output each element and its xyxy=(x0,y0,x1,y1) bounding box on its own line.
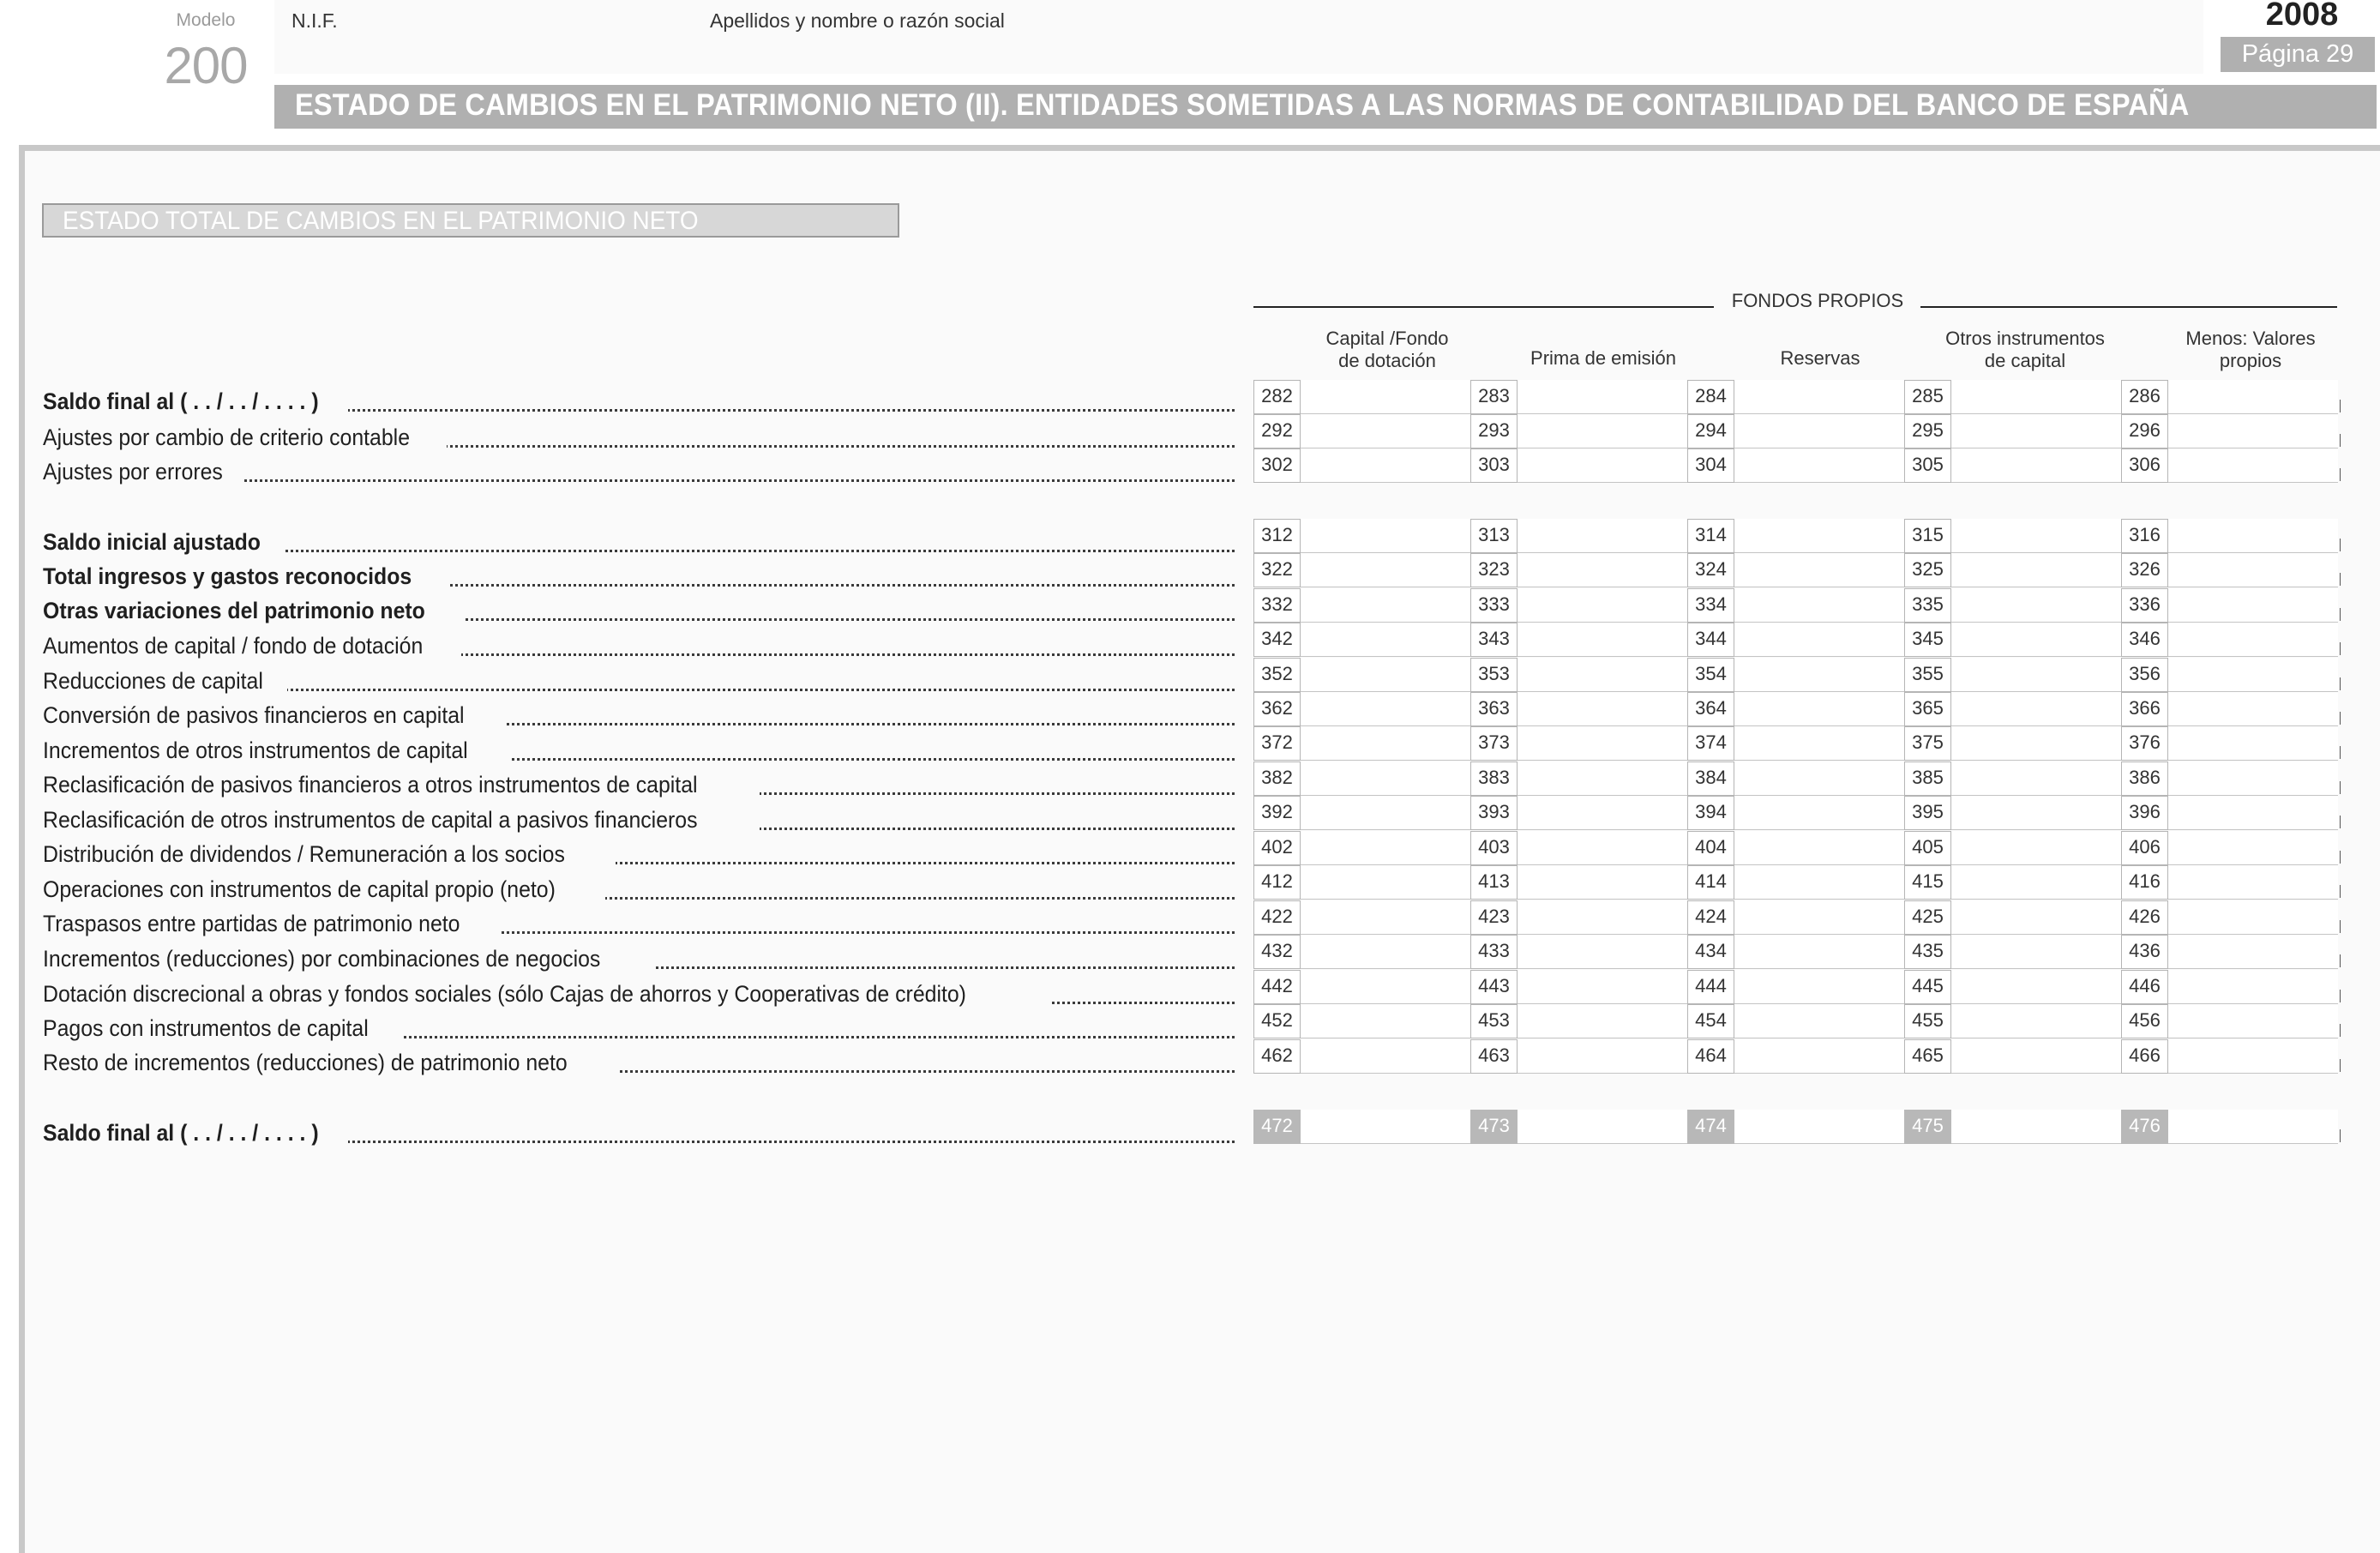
amount-field[interactable] xyxy=(1951,414,2121,448)
row-label-saldo-final-cierre: Saldo final al ( . . / . . / . . . . ) xyxy=(43,1120,1235,1147)
column-header-line2: Reservas xyxy=(1780,347,1860,369)
column-header-line2: de dotación xyxy=(1338,350,1436,371)
row-label-reclasificacion-pasivos: Reclasificación de pasivos financieros a otros instrumentos de capital xyxy=(43,772,1235,799)
box-code: 403 xyxy=(1470,831,1518,865)
decimal-tick xyxy=(2340,746,2341,759)
amount-field[interactable] xyxy=(1301,726,1470,761)
amount-field[interactable] xyxy=(1301,448,1470,483)
box-code: 423 xyxy=(1470,900,1518,935)
box-code: 363 xyxy=(1470,692,1518,726)
amount-field[interactable] xyxy=(1518,970,1687,1004)
box-code: 364 xyxy=(1687,692,1734,726)
box-code: 294 xyxy=(1687,414,1734,448)
box-code: 472 xyxy=(1253,1110,1301,1144)
amount-field[interactable] xyxy=(1518,414,1687,448)
amount-field[interactable] xyxy=(1518,1004,1687,1038)
box-code: 303 xyxy=(1470,448,1518,483)
amount-field[interactable] xyxy=(1951,519,2121,553)
row-label-otras-variaciones: Otras variaciones del patrimonio neto xyxy=(43,598,1235,625)
row-label-ajustes-criterio: Ajustes por cambio de criterio contable xyxy=(43,424,1235,452)
amount-field[interactable] xyxy=(1301,796,1470,830)
amount-field[interactable] xyxy=(1951,831,2121,865)
box-code: 384 xyxy=(1687,761,1734,796)
amount-field[interactable] xyxy=(2168,1110,2338,1144)
amount-field[interactable] xyxy=(1951,726,2121,761)
amount-field[interactable] xyxy=(1951,1110,2121,1144)
box-code: 455 xyxy=(1904,1004,1951,1038)
amount-field[interactable] xyxy=(2168,658,2338,692)
box-code: 316 xyxy=(2121,519,2168,553)
amount-field[interactable] xyxy=(1518,588,1687,623)
decimal-tick xyxy=(2340,434,2341,447)
column-header-line2: Prima de emisión xyxy=(1530,347,1676,369)
row-label-combinaciones-negocios: Incrementos (reducciones) por combinaciones de negocios xyxy=(43,946,1235,973)
box-code: 394 xyxy=(1687,796,1734,830)
section-title-box xyxy=(42,203,899,238)
box-code: 465 xyxy=(1904,1039,1951,1074)
box-code: 313 xyxy=(1470,519,1518,553)
nif-field-label: N.I.F. xyxy=(291,9,338,32)
column-header-otros-instrumentos xyxy=(1922,328,2128,372)
box-code: 385 xyxy=(1904,761,1951,796)
box-code: 343 xyxy=(1470,623,1518,657)
amount-field[interactable] xyxy=(1301,519,1470,553)
amount-field[interactable] xyxy=(1301,935,1470,969)
row-label-distribucion-dividendos: Distribución de dividendos / Remuneración a los socios xyxy=(43,841,1235,869)
box-code: 373 xyxy=(1470,726,1518,761)
box-code: 463 xyxy=(1470,1039,1518,1074)
amount-field[interactable] xyxy=(1518,796,1687,830)
amount-field[interactable] xyxy=(1734,761,1904,796)
decimal-tick xyxy=(2340,1059,2341,1072)
column-header-line2: de capital xyxy=(1984,350,2066,371)
amount-field[interactable] xyxy=(1518,553,1687,587)
box-code: 456 xyxy=(2121,1004,2168,1038)
modelo-number: 200 xyxy=(164,37,248,94)
amount-field[interactable] xyxy=(2168,1004,2338,1038)
box-code: 356 xyxy=(2121,658,2168,692)
amount-field[interactable] xyxy=(1518,380,1687,414)
year-label: 2008 xyxy=(2265,0,2339,33)
section-title: ESTADO TOTAL DE CAMBIOS EN EL PATRIMONIO NETO xyxy=(63,207,699,235)
amount-field[interactable] xyxy=(1734,658,1904,692)
page-number-badge: Página 29 xyxy=(2221,37,2375,72)
box-code: 375 xyxy=(1904,726,1951,761)
amount-field[interactable] xyxy=(1734,623,1904,657)
amount-field[interactable] xyxy=(2168,831,2338,865)
decimal-tick xyxy=(2340,712,2341,725)
decimal-tick xyxy=(2340,816,2341,828)
amount-field[interactable] xyxy=(1734,970,1904,1004)
name-field-label: Apellidos y nombre o razón social xyxy=(710,9,1005,32)
box-code: 352 xyxy=(1253,658,1301,692)
amount-field[interactable] xyxy=(1301,1039,1470,1074)
amount-field[interactable] xyxy=(1734,519,1904,553)
decimal-tick xyxy=(2340,1129,2341,1142)
box-code: 285 xyxy=(1904,380,1951,414)
box-code: 293 xyxy=(1470,414,1518,448)
group-header-rule-left xyxy=(1253,306,1714,308)
box-code: 314 xyxy=(1687,519,1734,553)
box-code: 436 xyxy=(2121,935,2168,969)
amount-field[interactable] xyxy=(2168,935,2338,969)
amount-field[interactable] xyxy=(1734,726,1904,761)
column-header-reservas xyxy=(1717,347,1923,370)
box-code: 444 xyxy=(1687,970,1734,1004)
box-code: 355 xyxy=(1904,658,1951,692)
amount-field[interactable] xyxy=(1301,1110,1470,1144)
amount-field[interactable] xyxy=(2168,414,2338,448)
box-code: 395 xyxy=(1904,796,1951,830)
box-code: 306 xyxy=(2121,448,2168,483)
amount-field[interactable] xyxy=(1518,692,1687,726)
box-code: 416 xyxy=(2121,865,2168,900)
box-code: 446 xyxy=(2121,970,2168,1004)
decimal-tick xyxy=(2340,400,2341,412)
decimal-tick xyxy=(2340,885,2341,898)
row-label-total-ingresos-gastos: Total ingresos y gastos reconocidos xyxy=(43,563,1235,591)
box-code: 292 xyxy=(1253,414,1301,448)
column-header-prima xyxy=(1500,347,1706,370)
amount-field[interactable] xyxy=(1301,831,1470,865)
amount-field[interactable] xyxy=(1301,1004,1470,1038)
box-code: 304 xyxy=(1687,448,1734,483)
amount-field[interactable] xyxy=(1518,1039,1687,1074)
amount-field[interactable] xyxy=(1951,692,2121,726)
box-code: 414 xyxy=(1687,865,1734,900)
box-code: 475 xyxy=(1904,1110,1951,1144)
column-header-line1: Otros instrumentos xyxy=(1945,328,2105,349)
box-code: 333 xyxy=(1470,588,1518,623)
amount-field[interactable] xyxy=(1951,1004,2121,1038)
box-code: 315 xyxy=(1904,519,1951,553)
header-fields-area xyxy=(274,0,2203,74)
box-code: 415 xyxy=(1904,865,1951,900)
box-code: 425 xyxy=(1904,900,1951,935)
box-code: 412 xyxy=(1253,865,1301,900)
amount-field[interactable] xyxy=(1301,414,1470,448)
box-code: 402 xyxy=(1253,831,1301,865)
amount-field[interactable] xyxy=(1951,588,2121,623)
decimal-tick xyxy=(2340,573,2341,586)
row-label-operaciones-capital-propio: Operaciones con instrumentos de capital propio (neto) xyxy=(43,876,1235,904)
box-code: 323 xyxy=(1470,553,1518,587)
box-code: 386 xyxy=(2121,761,2168,796)
row-label-incrementos-otros-instrumentos: Incrementos de otros instrumentos de capital xyxy=(43,737,1235,765)
amount-field[interactable] xyxy=(1301,692,1470,726)
decimal-tick xyxy=(2340,1024,2341,1037)
row-label-traspasos: Traspasos entre partidas de patrimonio neto xyxy=(43,911,1235,938)
amount-field[interactable] xyxy=(1301,658,1470,692)
amount-field[interactable] xyxy=(1734,553,1904,587)
box-code: 434 xyxy=(1687,935,1734,969)
amount-field[interactable] xyxy=(1951,935,2121,969)
amount-field[interactable] xyxy=(1301,553,1470,587)
box-code: 362 xyxy=(1253,692,1301,726)
amount-field[interactable] xyxy=(1734,414,1904,448)
group-header-rule-right xyxy=(1920,306,2337,308)
amount-field[interactable] xyxy=(1518,935,1687,969)
box-code: 453 xyxy=(1470,1004,1518,1038)
box-code: 282 xyxy=(1253,380,1301,414)
box-code: 405 xyxy=(1904,831,1951,865)
amount-field[interactable] xyxy=(1518,831,1687,865)
amount-field[interactable] xyxy=(1951,448,2121,483)
box-code: 325 xyxy=(1904,553,1951,587)
amount-field[interactable] xyxy=(2168,796,2338,830)
amount-field[interactable] xyxy=(1734,448,1904,483)
box-code: 344 xyxy=(1687,623,1734,657)
decimal-tick xyxy=(2340,539,2341,551)
box-code: 422 xyxy=(1253,900,1301,935)
decimal-tick xyxy=(2340,990,2341,1002)
box-code: 474 xyxy=(1687,1110,1734,1144)
box-code: 473 xyxy=(1470,1110,1518,1144)
page-title: ESTADO DE CAMBIOS EN EL PATRIMONIO NETO (II). ENTIDADES SOMETIDAS A LAS NORMAS DE CONTABILIDAD DEL BANCO DE ESPAÑA xyxy=(295,88,2190,122)
amount-field[interactable] xyxy=(1734,1110,1904,1144)
box-code: 295 xyxy=(1904,414,1951,448)
box-code: 452 xyxy=(1253,1004,1301,1038)
box-code: 372 xyxy=(1253,726,1301,761)
amount-field[interactable] xyxy=(1734,588,1904,623)
row-label-reducciones-capital: Reducciones de capital xyxy=(43,668,1235,695)
amount-field[interactable] xyxy=(1951,658,2121,692)
amount-field[interactable] xyxy=(2168,519,2338,553)
box-code: 382 xyxy=(1253,761,1301,796)
decimal-tick xyxy=(2340,954,2341,967)
amount-field[interactable] xyxy=(2168,1039,2338,1074)
box-code: 442 xyxy=(1253,970,1301,1004)
box-code: 413 xyxy=(1470,865,1518,900)
amount-field[interactable] xyxy=(1951,796,2121,830)
amount-field[interactable] xyxy=(2168,692,2338,726)
box-code: 396 xyxy=(2121,796,2168,830)
amount-field[interactable] xyxy=(1734,1039,1904,1074)
amount-field[interactable] xyxy=(2168,448,2338,483)
box-code: 332 xyxy=(1253,588,1301,623)
box-code: 336 xyxy=(2121,588,2168,623)
amount-field[interactable] xyxy=(2168,900,2338,935)
box-code: 426 xyxy=(2121,900,2168,935)
amount-field[interactable] xyxy=(1301,380,1470,414)
row-label-aumentos-capital: Aumentos de capital / fondo de dotación xyxy=(43,633,1235,660)
row-label-ajustes-errores: Ajustes por errores xyxy=(43,459,1235,486)
box-code: 302 xyxy=(1253,448,1301,483)
amount-field[interactable] xyxy=(1301,623,1470,657)
amount-field[interactable] xyxy=(1518,865,1687,900)
amount-field[interactable] xyxy=(2168,380,2338,414)
box-code: 383 xyxy=(1470,761,1518,796)
row-label-reclasificacion-instrumentos: Reclasificación de otros instrumentos de capital a pasivos financieros xyxy=(43,807,1235,834)
decimal-tick xyxy=(2340,468,2341,481)
amount-field[interactable] xyxy=(1301,865,1470,900)
decimal-tick xyxy=(2340,920,2341,933)
box-code: 462 xyxy=(1253,1039,1301,1074)
box-code: 376 xyxy=(2121,726,2168,761)
amount-field[interactable] xyxy=(1301,761,1470,796)
decimal-tick xyxy=(2340,781,2341,794)
amount-field[interactable] xyxy=(1518,658,1687,692)
amount-field[interactable] xyxy=(1951,761,2121,796)
amount-field[interactable] xyxy=(1301,588,1470,623)
box-code: 322 xyxy=(1253,553,1301,587)
amount-field[interactable] xyxy=(1734,380,1904,414)
box-code: 326 xyxy=(2121,553,2168,587)
amount-field[interactable] xyxy=(1734,900,1904,935)
column-header-line2: propios xyxy=(2219,350,2282,371)
amount-field[interactable] xyxy=(1518,1110,1687,1144)
amount-field[interactable] xyxy=(1301,970,1470,1004)
box-code: 283 xyxy=(1470,380,1518,414)
amount-field[interactable] xyxy=(2168,553,2338,587)
amount-field[interactable] xyxy=(1734,865,1904,900)
box-code: 305 xyxy=(1904,448,1951,483)
box-code: 466 xyxy=(2121,1039,2168,1074)
amount-field[interactable] xyxy=(1518,448,1687,483)
box-code: 365 xyxy=(1904,692,1951,726)
box-code: 392 xyxy=(1253,796,1301,830)
decimal-tick xyxy=(2340,642,2341,655)
amount-field[interactable] xyxy=(1951,865,2121,900)
amount-field[interactable] xyxy=(1951,900,2121,935)
box-code: 342 xyxy=(1253,623,1301,657)
amount-field[interactable] xyxy=(1951,623,2121,657)
box-code: 353 xyxy=(1470,658,1518,692)
amount-field[interactable] xyxy=(1734,692,1904,726)
group-header-fondos-propios: FONDOS PROPIOS xyxy=(1731,290,1904,311)
row-label-conversion-pasivos: Conversión de pasivos financieros en capital xyxy=(43,702,1235,730)
row-label-saldo-final-inicio: Saldo final al ( . . / . . / . . . . ) xyxy=(43,388,1235,416)
decimal-tick xyxy=(2340,851,2341,864)
decimal-tick xyxy=(2340,677,2341,690)
amount-field[interactable] xyxy=(1734,796,1904,830)
box-code: 345 xyxy=(1904,623,1951,657)
column-header-line1: Capital /Fondo xyxy=(1325,328,1449,349)
box-code: 443 xyxy=(1470,970,1518,1004)
amount-field[interactable] xyxy=(2168,970,2338,1004)
modelo-label: Modelo xyxy=(176,10,236,30)
box-code: 454 xyxy=(1687,1004,1734,1038)
box-code: 284 xyxy=(1687,380,1734,414)
box-code: 346 xyxy=(2121,623,2168,657)
amount-field[interactable] xyxy=(1734,831,1904,865)
box-code: 464 xyxy=(1687,1039,1734,1074)
box-code: 435 xyxy=(1904,935,1951,969)
box-code: 296 xyxy=(2121,414,2168,448)
box-code: 312 xyxy=(1253,519,1301,553)
box-code: 433 xyxy=(1470,935,1518,969)
row-label-saldo-inicial-ajustado: Saldo inicial ajustado xyxy=(43,529,1235,557)
row-label-resto-incrementos: Resto de incrementos (reducciones) de patrimonio neto xyxy=(43,1050,1235,1077)
box-code: 432 xyxy=(1253,935,1301,969)
amount-field[interactable] xyxy=(2168,865,2338,900)
amount-field[interactable] xyxy=(2168,623,2338,657)
column-header-valores-propios xyxy=(2148,328,2353,372)
box-code: 445 xyxy=(1904,970,1951,1004)
row-label-pagos-instrumentos: Pagos con instrumentos de capital xyxy=(43,1015,1235,1043)
box-code: 476 xyxy=(2121,1110,2168,1144)
box-code: 393 xyxy=(1470,796,1518,830)
amount-field[interactable] xyxy=(1518,726,1687,761)
column-header-line1: Menos: Valores xyxy=(2185,328,2316,349)
amount-field[interactable] xyxy=(2168,588,2338,623)
box-code: 335 xyxy=(1904,588,1951,623)
amount-field[interactable] xyxy=(2168,726,2338,761)
box-code: 324 xyxy=(1687,553,1734,587)
amount-field[interactable] xyxy=(1951,970,2121,1004)
box-code: 334 xyxy=(1687,588,1734,623)
column-header-capital xyxy=(1284,328,1490,372)
amount-field[interactable] xyxy=(1518,900,1687,935)
amount-field[interactable] xyxy=(1951,380,2121,414)
box-code: 286 xyxy=(2121,380,2168,414)
box-code: 404 xyxy=(1687,831,1734,865)
amount-field[interactable] xyxy=(1518,519,1687,553)
amount-field[interactable] xyxy=(1518,761,1687,796)
box-code: 366 xyxy=(2121,692,2168,726)
box-code: 424 xyxy=(1687,900,1734,935)
amount-field[interactable] xyxy=(1518,623,1687,657)
box-code: 374 xyxy=(1687,726,1734,761)
amount-field[interactable] xyxy=(2168,761,2338,796)
box-code: 406 xyxy=(2121,831,2168,865)
amount-field[interactable] xyxy=(1951,553,2121,587)
row-label-dotacion-discrecional: Dotación discrecional a obras y fondos sociales (sólo Cajas de ahorros y Cooperativas de crédito) xyxy=(43,981,1235,1008)
amount-field[interactable] xyxy=(1301,900,1470,935)
amount-field[interactable] xyxy=(1734,935,1904,969)
amount-field[interactable] xyxy=(1951,1039,2121,1074)
box-code: 354 xyxy=(1687,658,1734,692)
decimal-tick xyxy=(2340,608,2341,621)
amount-field[interactable] xyxy=(1734,1004,1904,1038)
